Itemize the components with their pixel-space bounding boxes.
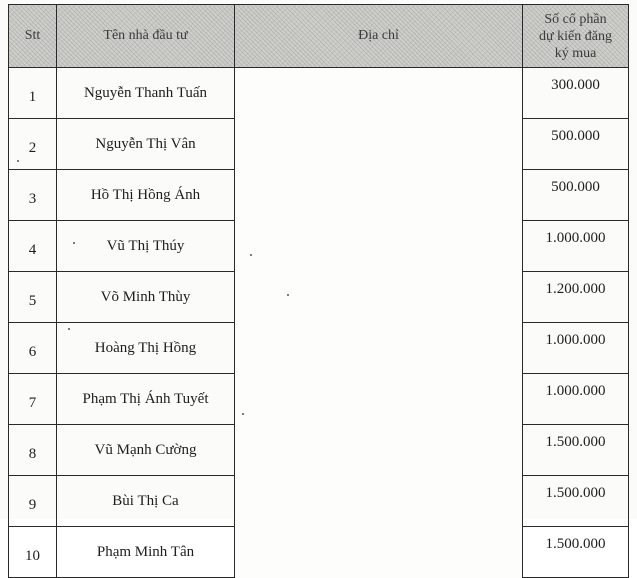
table-header	[9, 5, 629, 68]
table-body	[9, 68, 629, 578]
row-shares-cell: 1.000.000	[523, 323, 629, 374]
scan-speck	[287, 294, 289, 296]
header-row	[9, 5, 629, 68]
table-row	[9, 425, 629, 476]
header-address: Địa chỉ	[235, 5, 523, 68]
scan-speck	[68, 328, 70, 330]
row-investor-name-cell: Võ Minh Thùy	[57, 272, 235, 323]
row-shares-cell: 1.500.000	[523, 527, 629, 578]
row-shares-cell: 1.000.000	[523, 221, 629, 272]
row-stt-cell: 3	[9, 170, 57, 221]
row-address-cell	[235, 68, 523, 119]
row-investor-name-cell: Hồ Thị Hồng Ánh	[57, 170, 235, 221]
table-row	[9, 323, 629, 374]
row-address-cell	[235, 425, 523, 476]
scan-speck	[73, 242, 75, 244]
row-investor-name-cell: Nguyễn Thanh Tuấn	[57, 68, 235, 119]
row-shares-cell: 1.200.000	[523, 272, 629, 323]
row-address-cell	[235, 374, 523, 425]
row-stt-cell: 8	[9, 425, 57, 476]
table-row	[9, 272, 629, 323]
table-row	[9, 119, 629, 170]
row-stt-cell: 7	[9, 374, 57, 425]
row-stt-cell: 1	[9, 68, 57, 119]
row-stt-cell: 2	[9, 119, 57, 170]
row-shares-cell: 1.000.000	[523, 374, 629, 425]
row-stt-cell: 9	[9, 476, 57, 527]
header-shares	[523, 5, 629, 68]
scan-speck	[17, 160, 19, 162]
row-investor-name-cell: Nguyễn Thị Vân	[57, 119, 235, 170]
row-shares-cell: 300.000	[523, 68, 629, 119]
header-shares-line-3: ký mua	[554, 45, 597, 61]
scan-speck	[250, 254, 252, 256]
row-address-cell	[235, 170, 523, 221]
row-shares-cell: 500.000	[523, 170, 629, 221]
table-row	[9, 221, 629, 272]
row-investor-name-cell: Vũ Thị Thúy	[57, 221, 235, 272]
row-address-cell	[235, 272, 523, 323]
header-shares-line-1: Số cổ phần	[544, 11, 607, 27]
row-address-cell	[235, 119, 523, 170]
table-row	[9, 170, 629, 221]
header-investor-name: Tên nhà đầu tư	[57, 5, 235, 68]
table-row	[9, 68, 629, 119]
row-stt-cell: 10	[9, 527, 57, 578]
table-row	[9, 374, 629, 425]
table-row	[9, 527, 629, 578]
row-investor-name-cell: Vũ Mạnh Cường	[57, 425, 235, 476]
row-investor-name-cell: Bùi Thị Ca	[57, 476, 235, 527]
row-shares-cell: 500.000	[523, 119, 629, 170]
row-address-cell	[235, 323, 523, 374]
row-address-cell	[235, 221, 523, 272]
row-shares-cell: 1.500.000	[523, 476, 629, 527]
row-investor-name-cell: Hoàng Thị Hồng	[57, 323, 235, 374]
row-shares-cell: 1.500.000	[523, 425, 629, 476]
row-investor-name-cell: Phạm Minh Tân	[57, 527, 235, 578]
header-stt: Stt	[9, 5, 57, 68]
scan-speck	[242, 413, 244, 415]
row-stt-cell: 6	[9, 323, 57, 374]
row-investor-name-cell: Phạm Thị Ánh Tuyết	[57, 374, 235, 425]
row-address-cell	[235, 527, 523, 578]
header-shares-line-2: dự kiến đăng	[539, 28, 612, 44]
investor-table	[8, 4, 629, 578]
row-stt-cell: 5	[9, 272, 57, 323]
row-stt-cell: 4	[9, 221, 57, 272]
